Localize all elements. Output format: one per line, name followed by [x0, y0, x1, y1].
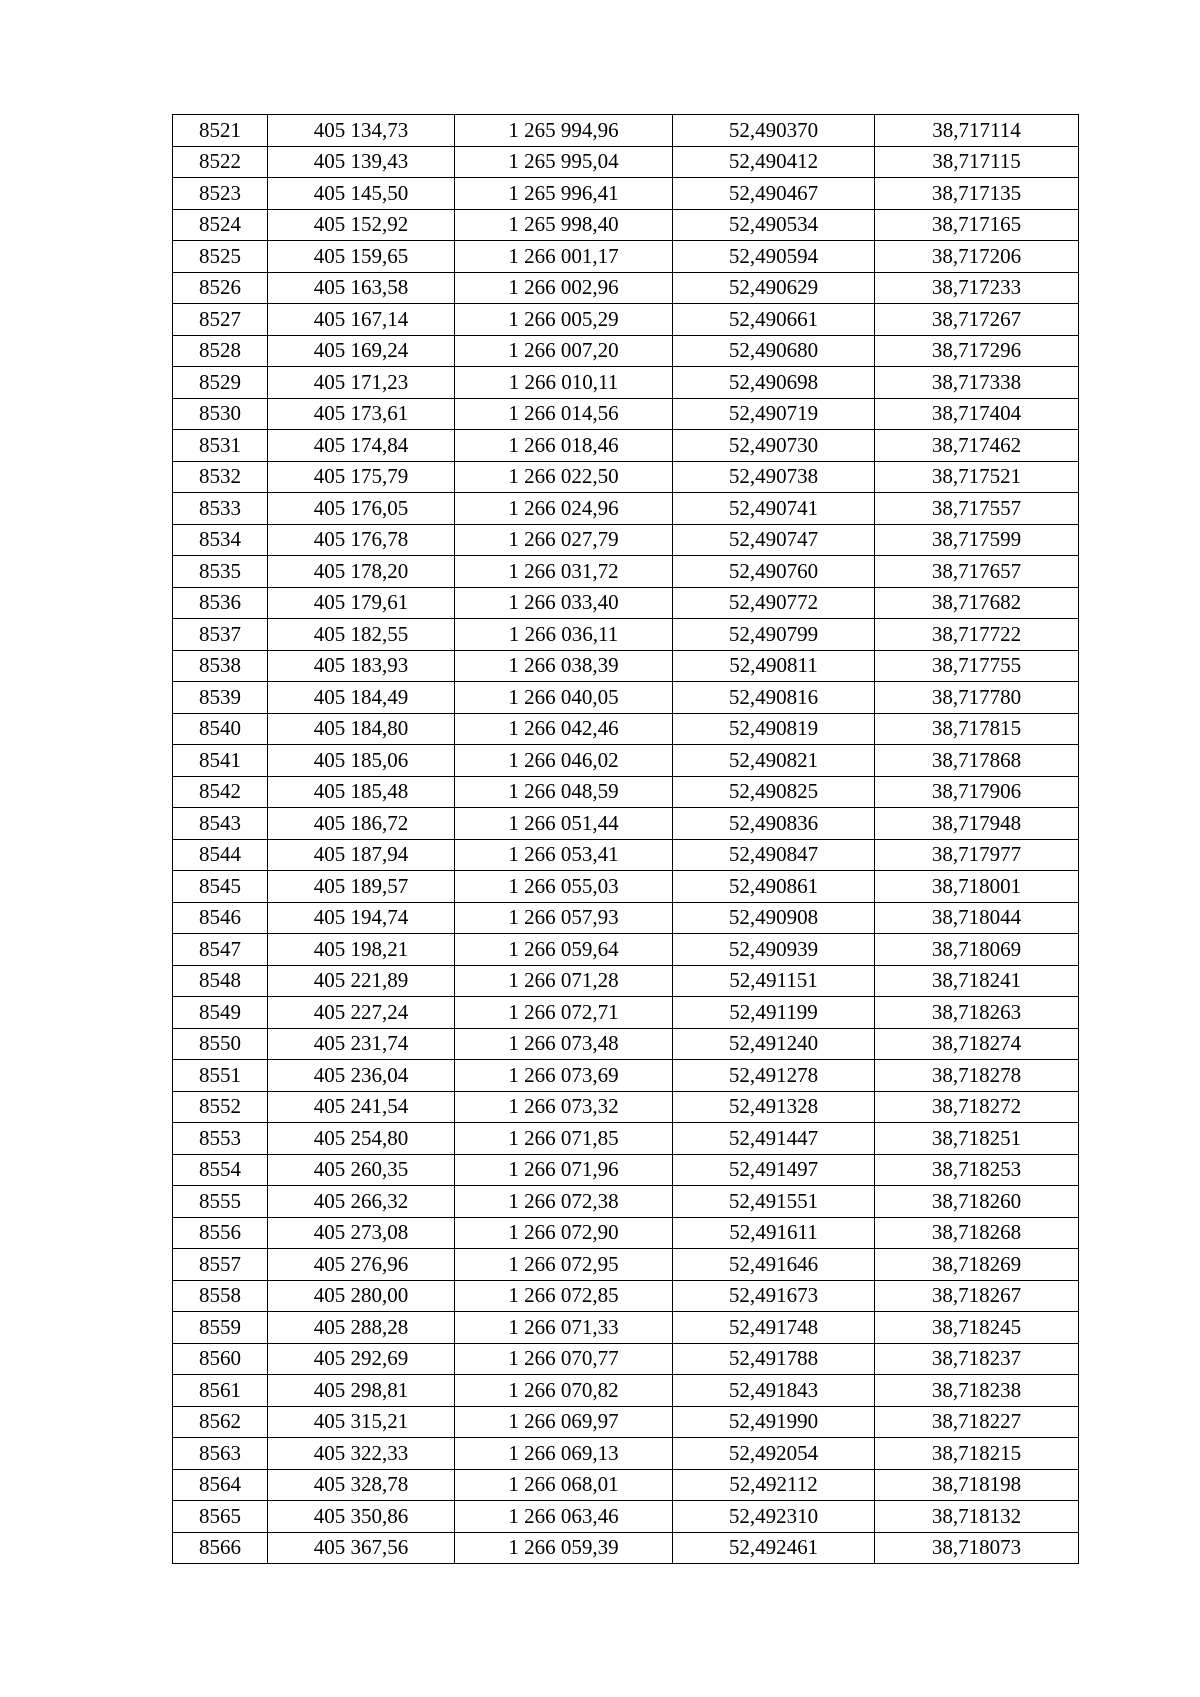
point-number-cell: 8531: [173, 430, 268, 462]
x-coordinate-cell: 405 134,73: [268, 115, 455, 147]
y-coordinate-cell: 1 266 010,11: [455, 367, 673, 399]
longitude-cell: 38,717165: [875, 209, 1079, 241]
longitude-cell: 38,717977: [875, 839, 1079, 871]
y-coordinate-cell: 1 266 059,39: [455, 1532, 673, 1564]
x-coordinate-cell: 405 182,55: [268, 619, 455, 651]
table-row: [173, 1091, 1079, 1123]
latitude-cell: 52,490661: [673, 304, 875, 336]
x-coordinate-cell: 405 178,20: [268, 556, 455, 588]
latitude-cell: 52,491151: [673, 965, 875, 997]
longitude-cell: 38,718268: [875, 1217, 1079, 1249]
table-row: [173, 1060, 1079, 1092]
x-coordinate-cell: 405 185,06: [268, 745, 455, 777]
latitude-cell: 52,491990: [673, 1406, 875, 1438]
point-number-cell: 8525: [173, 241, 268, 273]
point-number-cell: 8524: [173, 209, 268, 241]
table-row: [173, 1280, 1079, 1312]
longitude-cell: 38,718253: [875, 1154, 1079, 1186]
table-row: [173, 1406, 1079, 1438]
point-number-cell: 8537: [173, 619, 268, 651]
x-coordinate-cell: 405 184,49: [268, 682, 455, 714]
point-number-cell: 8530: [173, 398, 268, 430]
y-coordinate-cell: 1 266 018,46: [455, 430, 673, 462]
point-number-cell: 8553: [173, 1123, 268, 1155]
table-row: [173, 556, 1079, 588]
table-row: [173, 367, 1079, 399]
x-coordinate-cell: 405 328,78: [268, 1469, 455, 1501]
longitude-cell: 38,717682: [875, 587, 1079, 619]
x-coordinate-cell: 405 184,80: [268, 713, 455, 745]
table-row: [173, 934, 1079, 966]
x-coordinate-cell: 405 241,54: [268, 1091, 455, 1123]
point-number-cell: 8547: [173, 934, 268, 966]
y-coordinate-cell: 1 266 072,71: [455, 997, 673, 1029]
longitude-cell: 38,717906: [875, 776, 1079, 808]
x-coordinate-cell: 405 169,24: [268, 335, 455, 367]
coordinates-table: [172, 114, 1079, 1564]
table-row: [173, 682, 1079, 714]
latitude-cell: 52,490594: [673, 241, 875, 273]
point-number-cell: 8549: [173, 997, 268, 1029]
y-coordinate-cell: 1 265 994,96: [455, 115, 673, 147]
x-coordinate-cell: 405 176,05: [268, 493, 455, 525]
latitude-cell: 52,491748: [673, 1312, 875, 1344]
y-coordinate-cell: 1 266 073,48: [455, 1028, 673, 1060]
x-coordinate-cell: 405 266,32: [268, 1186, 455, 1218]
table-row: [173, 493, 1079, 525]
latitude-cell: 52,490730: [673, 430, 875, 462]
table-row: [173, 398, 1079, 430]
longitude-cell: 38,718238: [875, 1375, 1079, 1407]
latitude-cell: 52,490629: [673, 272, 875, 304]
point-number-cell: 8532: [173, 461, 268, 493]
y-coordinate-cell: 1 266 071,33: [455, 1312, 673, 1344]
latitude-cell: 52,490861: [673, 871, 875, 903]
point-number-cell: 8554: [173, 1154, 268, 1186]
latitude-cell: 52,490698: [673, 367, 875, 399]
latitude-cell: 52,491673: [673, 1280, 875, 1312]
table-row: [173, 335, 1079, 367]
point-number-cell: 8543: [173, 808, 268, 840]
point-number-cell: 8544: [173, 839, 268, 871]
table-row: [173, 650, 1079, 682]
y-coordinate-cell: 1 266 072,95: [455, 1249, 673, 1281]
point-number-cell: 8558: [173, 1280, 268, 1312]
latitude-cell: 52,491240: [673, 1028, 875, 1060]
table-row: [173, 619, 1079, 651]
x-coordinate-cell: 405 187,94: [268, 839, 455, 871]
x-coordinate-cell: 405 198,21: [268, 934, 455, 966]
latitude-cell: 52,490747: [673, 524, 875, 556]
point-number-cell: 8546: [173, 902, 268, 934]
longitude-cell: 38,717780: [875, 682, 1079, 714]
y-coordinate-cell: 1 265 998,40: [455, 209, 673, 241]
latitude-cell: 52,490741: [673, 493, 875, 525]
latitude-cell: 52,490821: [673, 745, 875, 777]
x-coordinate-cell: 405 163,58: [268, 272, 455, 304]
y-coordinate-cell: 1 266 073,69: [455, 1060, 673, 1092]
point-number-cell: 8529: [173, 367, 268, 399]
longitude-cell: 38,717657: [875, 556, 1079, 588]
latitude-cell: 52,490534: [673, 209, 875, 241]
point-number-cell: 8551: [173, 1060, 268, 1092]
point-number-cell: 8542: [173, 776, 268, 808]
longitude-cell: 38,717115: [875, 146, 1079, 178]
longitude-cell: 38,717296: [875, 335, 1079, 367]
point-number-cell: 8562: [173, 1406, 268, 1438]
longitude-cell: 38,717206: [875, 241, 1079, 273]
table-row: [173, 1186, 1079, 1218]
x-coordinate-cell: 405 174,84: [268, 430, 455, 462]
x-coordinate-cell: 405 276,96: [268, 1249, 455, 1281]
y-coordinate-cell: 1 266 072,38: [455, 1186, 673, 1218]
point-number-cell: 8539: [173, 682, 268, 714]
table-row: [173, 461, 1079, 493]
point-number-cell: 8526: [173, 272, 268, 304]
longitude-cell: 38,718269: [875, 1249, 1079, 1281]
latitude-cell: 52,492112: [673, 1469, 875, 1501]
point-number-cell: 8556: [173, 1217, 268, 1249]
x-coordinate-cell: 405 159,65: [268, 241, 455, 273]
x-coordinate-cell: 405 167,14: [268, 304, 455, 336]
longitude-cell: 38,718245: [875, 1312, 1079, 1344]
longitude-cell: 38,717338: [875, 367, 1079, 399]
longitude-cell: 38,717868: [875, 745, 1079, 777]
latitude-cell: 52,491497: [673, 1154, 875, 1186]
longitude-cell: 38,718132: [875, 1501, 1079, 1533]
longitude-cell: 38,718198: [875, 1469, 1079, 1501]
table-row: [173, 808, 1079, 840]
y-coordinate-cell: 1 266 059,64: [455, 934, 673, 966]
longitude-cell: 38,718263: [875, 997, 1079, 1029]
longitude-cell: 38,717815: [875, 713, 1079, 745]
table-row: [173, 871, 1079, 903]
x-coordinate-cell: 405 152,92: [268, 209, 455, 241]
point-number-cell: 8548: [173, 965, 268, 997]
x-coordinate-cell: 405 298,81: [268, 1375, 455, 1407]
longitude-cell: 38,717114: [875, 115, 1079, 147]
table-row: [173, 776, 1079, 808]
y-coordinate-cell: 1 266 063,46: [455, 1501, 673, 1533]
longitude-cell: 38,717521: [875, 461, 1079, 493]
x-coordinate-cell: 405 145,50: [268, 178, 455, 210]
y-coordinate-cell: 1 266 053,41: [455, 839, 673, 871]
x-coordinate-cell: 405 175,79: [268, 461, 455, 493]
table-row: [173, 965, 1079, 997]
y-coordinate-cell: 1 266 027,79: [455, 524, 673, 556]
latitude-cell: 52,490847: [673, 839, 875, 871]
x-coordinate-cell: 405 280,00: [268, 1280, 455, 1312]
table-row: [173, 1217, 1079, 1249]
latitude-cell: 52,490760: [673, 556, 875, 588]
latitude-cell: 52,490370: [673, 115, 875, 147]
point-number-cell: 8535: [173, 556, 268, 588]
latitude-cell: 52,492310: [673, 1501, 875, 1533]
point-number-cell: 8528: [173, 335, 268, 367]
latitude-cell: 52,490772: [673, 587, 875, 619]
longitude-cell: 38,717722: [875, 619, 1079, 651]
table-row: [173, 745, 1079, 777]
y-coordinate-cell: 1 266 036,11: [455, 619, 673, 651]
table-row: [173, 839, 1079, 871]
y-coordinate-cell: 1 265 996,41: [455, 178, 673, 210]
latitude-cell: 52,491199: [673, 997, 875, 1029]
latitude-cell: 52,491447: [673, 1123, 875, 1155]
x-coordinate-cell: 405 288,28: [268, 1312, 455, 1344]
y-coordinate-cell: 1 266 040,05: [455, 682, 673, 714]
y-coordinate-cell: 1 266 033,40: [455, 587, 673, 619]
longitude-cell: 38,717404: [875, 398, 1079, 430]
x-coordinate-cell: 405 139,43: [268, 146, 455, 178]
x-coordinate-cell: 405 179,61: [268, 587, 455, 619]
point-number-cell: 8533: [173, 493, 268, 525]
point-number-cell: 8550: [173, 1028, 268, 1060]
table-row: [173, 146, 1079, 178]
longitude-cell: 38,718001: [875, 871, 1079, 903]
table-row: [173, 1249, 1079, 1281]
latitude-cell: 52,491278: [673, 1060, 875, 1092]
x-coordinate-cell: 405 173,61: [268, 398, 455, 430]
y-coordinate-cell: 1 266 057,93: [455, 902, 673, 934]
point-number-cell: 8561: [173, 1375, 268, 1407]
x-coordinate-cell: 405 254,80: [268, 1123, 455, 1155]
latitude-cell: 52,491843: [673, 1375, 875, 1407]
table-row: [173, 524, 1079, 556]
longitude-cell: 38,718215: [875, 1438, 1079, 1470]
x-coordinate-cell: 405 236,04: [268, 1060, 455, 1092]
table-row: [173, 1532, 1079, 1564]
table-row: [173, 587, 1079, 619]
longitude-cell: 38,718069: [875, 934, 1079, 966]
latitude-cell: 52,491646: [673, 1249, 875, 1281]
y-coordinate-cell: 1 266 072,85: [455, 1280, 673, 1312]
point-number-cell: 8552: [173, 1091, 268, 1123]
latitude-cell: 52,490738: [673, 461, 875, 493]
point-number-cell: 8534: [173, 524, 268, 556]
longitude-cell: 38,718260: [875, 1186, 1079, 1218]
y-coordinate-cell: 1 266 070,77: [455, 1343, 673, 1375]
point-number-cell: 8565: [173, 1501, 268, 1533]
x-coordinate-cell: 405 189,57: [268, 871, 455, 903]
longitude-cell: 38,718274: [875, 1028, 1079, 1060]
point-number-cell: 8522: [173, 146, 268, 178]
point-number-cell: 8563: [173, 1438, 268, 1470]
y-coordinate-cell: 1 266 022,50: [455, 461, 673, 493]
y-coordinate-cell: 1 266 002,96: [455, 272, 673, 304]
point-number-cell: 8560: [173, 1343, 268, 1375]
latitude-cell: 52,490680: [673, 335, 875, 367]
table-row: [173, 430, 1079, 462]
table-row: [173, 713, 1079, 745]
table-row: [173, 178, 1079, 210]
point-number-cell: 8527: [173, 304, 268, 336]
point-number-cell: 8555: [173, 1186, 268, 1218]
table-row: [173, 902, 1079, 934]
latitude-cell: 52,490811: [673, 650, 875, 682]
point-number-cell: 8521: [173, 115, 268, 147]
table-row: [173, 1375, 1079, 1407]
latitude-cell: 52,491611: [673, 1217, 875, 1249]
table-row: [173, 1438, 1079, 1470]
longitude-cell: 38,718267: [875, 1280, 1079, 1312]
y-coordinate-cell: 1 266 042,46: [455, 713, 673, 745]
x-coordinate-cell: 405 185,48: [268, 776, 455, 808]
y-coordinate-cell: 1 265 995,04: [455, 146, 673, 178]
point-number-cell: 8538: [173, 650, 268, 682]
x-coordinate-cell: 405 227,24: [268, 997, 455, 1029]
table-row: [173, 304, 1079, 336]
y-coordinate-cell: 1 266 031,72: [455, 556, 673, 588]
latitude-cell: 52,490836: [673, 808, 875, 840]
y-coordinate-cell: 1 266 001,17: [455, 241, 673, 273]
point-number-cell: 8523: [173, 178, 268, 210]
table-row: [173, 1123, 1079, 1155]
latitude-cell: 52,490825: [673, 776, 875, 808]
y-coordinate-cell: 1 266 038,39: [455, 650, 673, 682]
y-coordinate-cell: 1 266 069,97: [455, 1406, 673, 1438]
latitude-cell: 52,492461: [673, 1532, 875, 1564]
x-coordinate-cell: 405 171,23: [268, 367, 455, 399]
point-number-cell: 8566: [173, 1532, 268, 1564]
longitude-cell: 38,717233: [875, 272, 1079, 304]
table-row: [173, 1028, 1079, 1060]
table-row: [173, 1343, 1079, 1375]
point-number-cell: 8540: [173, 713, 268, 745]
y-coordinate-cell: 1 266 072,90: [455, 1217, 673, 1249]
point-number-cell: 8541: [173, 745, 268, 777]
longitude-cell: 38,717557: [875, 493, 1079, 525]
point-number-cell: 8536: [173, 587, 268, 619]
longitude-cell: 38,717755: [875, 650, 1079, 682]
x-coordinate-cell: 405 183,93: [268, 650, 455, 682]
y-coordinate-cell: 1 266 071,96: [455, 1154, 673, 1186]
longitude-cell: 38,718237: [875, 1343, 1079, 1375]
longitude-cell: 38,718227: [875, 1406, 1079, 1438]
latitude-cell: 52,490908: [673, 902, 875, 934]
longitude-cell: 38,717135: [875, 178, 1079, 210]
latitude-cell: 52,490816: [673, 682, 875, 714]
latitude-cell: 52,490939: [673, 934, 875, 966]
longitude-cell: 38,718241: [875, 965, 1079, 997]
latitude-cell: 52,490412: [673, 146, 875, 178]
point-number-cell: 8564: [173, 1469, 268, 1501]
longitude-cell: 38,718073: [875, 1532, 1079, 1564]
point-number-cell: 8559: [173, 1312, 268, 1344]
table-row: [173, 272, 1079, 304]
longitude-cell: 38,718044: [875, 902, 1079, 934]
latitude-cell: 52,491788: [673, 1343, 875, 1375]
latitude-cell: 52,490819: [673, 713, 875, 745]
y-coordinate-cell: 1 266 069,13: [455, 1438, 673, 1470]
longitude-cell: 38,718278: [875, 1060, 1079, 1092]
y-coordinate-cell: 1 266 051,44: [455, 808, 673, 840]
table-row: [173, 1469, 1079, 1501]
x-coordinate-cell: 405 315,21: [268, 1406, 455, 1438]
y-coordinate-cell: 1 266 014,56: [455, 398, 673, 430]
latitude-cell: 52,490799: [673, 619, 875, 651]
point-number-cell: 8557: [173, 1249, 268, 1281]
table-row: [173, 1501, 1079, 1533]
y-coordinate-cell: 1 266 046,02: [455, 745, 673, 777]
y-coordinate-cell: 1 266 068,01: [455, 1469, 673, 1501]
latitude-cell: 52,490719: [673, 398, 875, 430]
x-coordinate-cell: 405 350,86: [268, 1501, 455, 1533]
y-coordinate-cell: 1 266 024,96: [455, 493, 673, 525]
coordinates-table-body: [173, 115, 1079, 1564]
table-row: [173, 1312, 1079, 1344]
table-row: [173, 1154, 1079, 1186]
latitude-cell: 52,492054: [673, 1438, 875, 1470]
y-coordinate-cell: 1 266 071,85: [455, 1123, 673, 1155]
y-coordinate-cell: 1 266 007,20: [455, 335, 673, 367]
latitude-cell: 52,490467: [673, 178, 875, 210]
y-coordinate-cell: 1 266 071,28: [455, 965, 673, 997]
longitude-cell: 38,717267: [875, 304, 1079, 336]
x-coordinate-cell: 405 273,08: [268, 1217, 455, 1249]
longitude-cell: 38,717599: [875, 524, 1079, 556]
point-number-cell: 8545: [173, 871, 268, 903]
table-row: [173, 115, 1079, 147]
x-coordinate-cell: 405 186,72: [268, 808, 455, 840]
y-coordinate-cell: 1 266 070,82: [455, 1375, 673, 1407]
longitude-cell: 38,718272: [875, 1091, 1079, 1123]
x-coordinate-cell: 405 292,69: [268, 1343, 455, 1375]
x-coordinate-cell: 405 260,35: [268, 1154, 455, 1186]
x-coordinate-cell: 405 176,78: [268, 524, 455, 556]
x-coordinate-cell: 405 194,74: [268, 902, 455, 934]
y-coordinate-cell: 1 266 005,29: [455, 304, 673, 336]
table-row: [173, 241, 1079, 273]
x-coordinate-cell: 405 367,56: [268, 1532, 455, 1564]
longitude-cell: 38,718251: [875, 1123, 1079, 1155]
x-coordinate-cell: 405 221,89: [268, 965, 455, 997]
y-coordinate-cell: 1 266 055,03: [455, 871, 673, 903]
x-coordinate-cell: 405 322,33: [268, 1438, 455, 1470]
longitude-cell: 38,717462: [875, 430, 1079, 462]
y-coordinate-cell: 1 266 073,32: [455, 1091, 673, 1123]
table-row: [173, 997, 1079, 1029]
latitude-cell: 52,491551: [673, 1186, 875, 1218]
latitude-cell: 52,491328: [673, 1091, 875, 1123]
x-coordinate-cell: 405 231,74: [268, 1028, 455, 1060]
table-row: [173, 209, 1079, 241]
y-coordinate-cell: 1 266 048,59: [455, 776, 673, 808]
longitude-cell: 38,717948: [875, 808, 1079, 840]
